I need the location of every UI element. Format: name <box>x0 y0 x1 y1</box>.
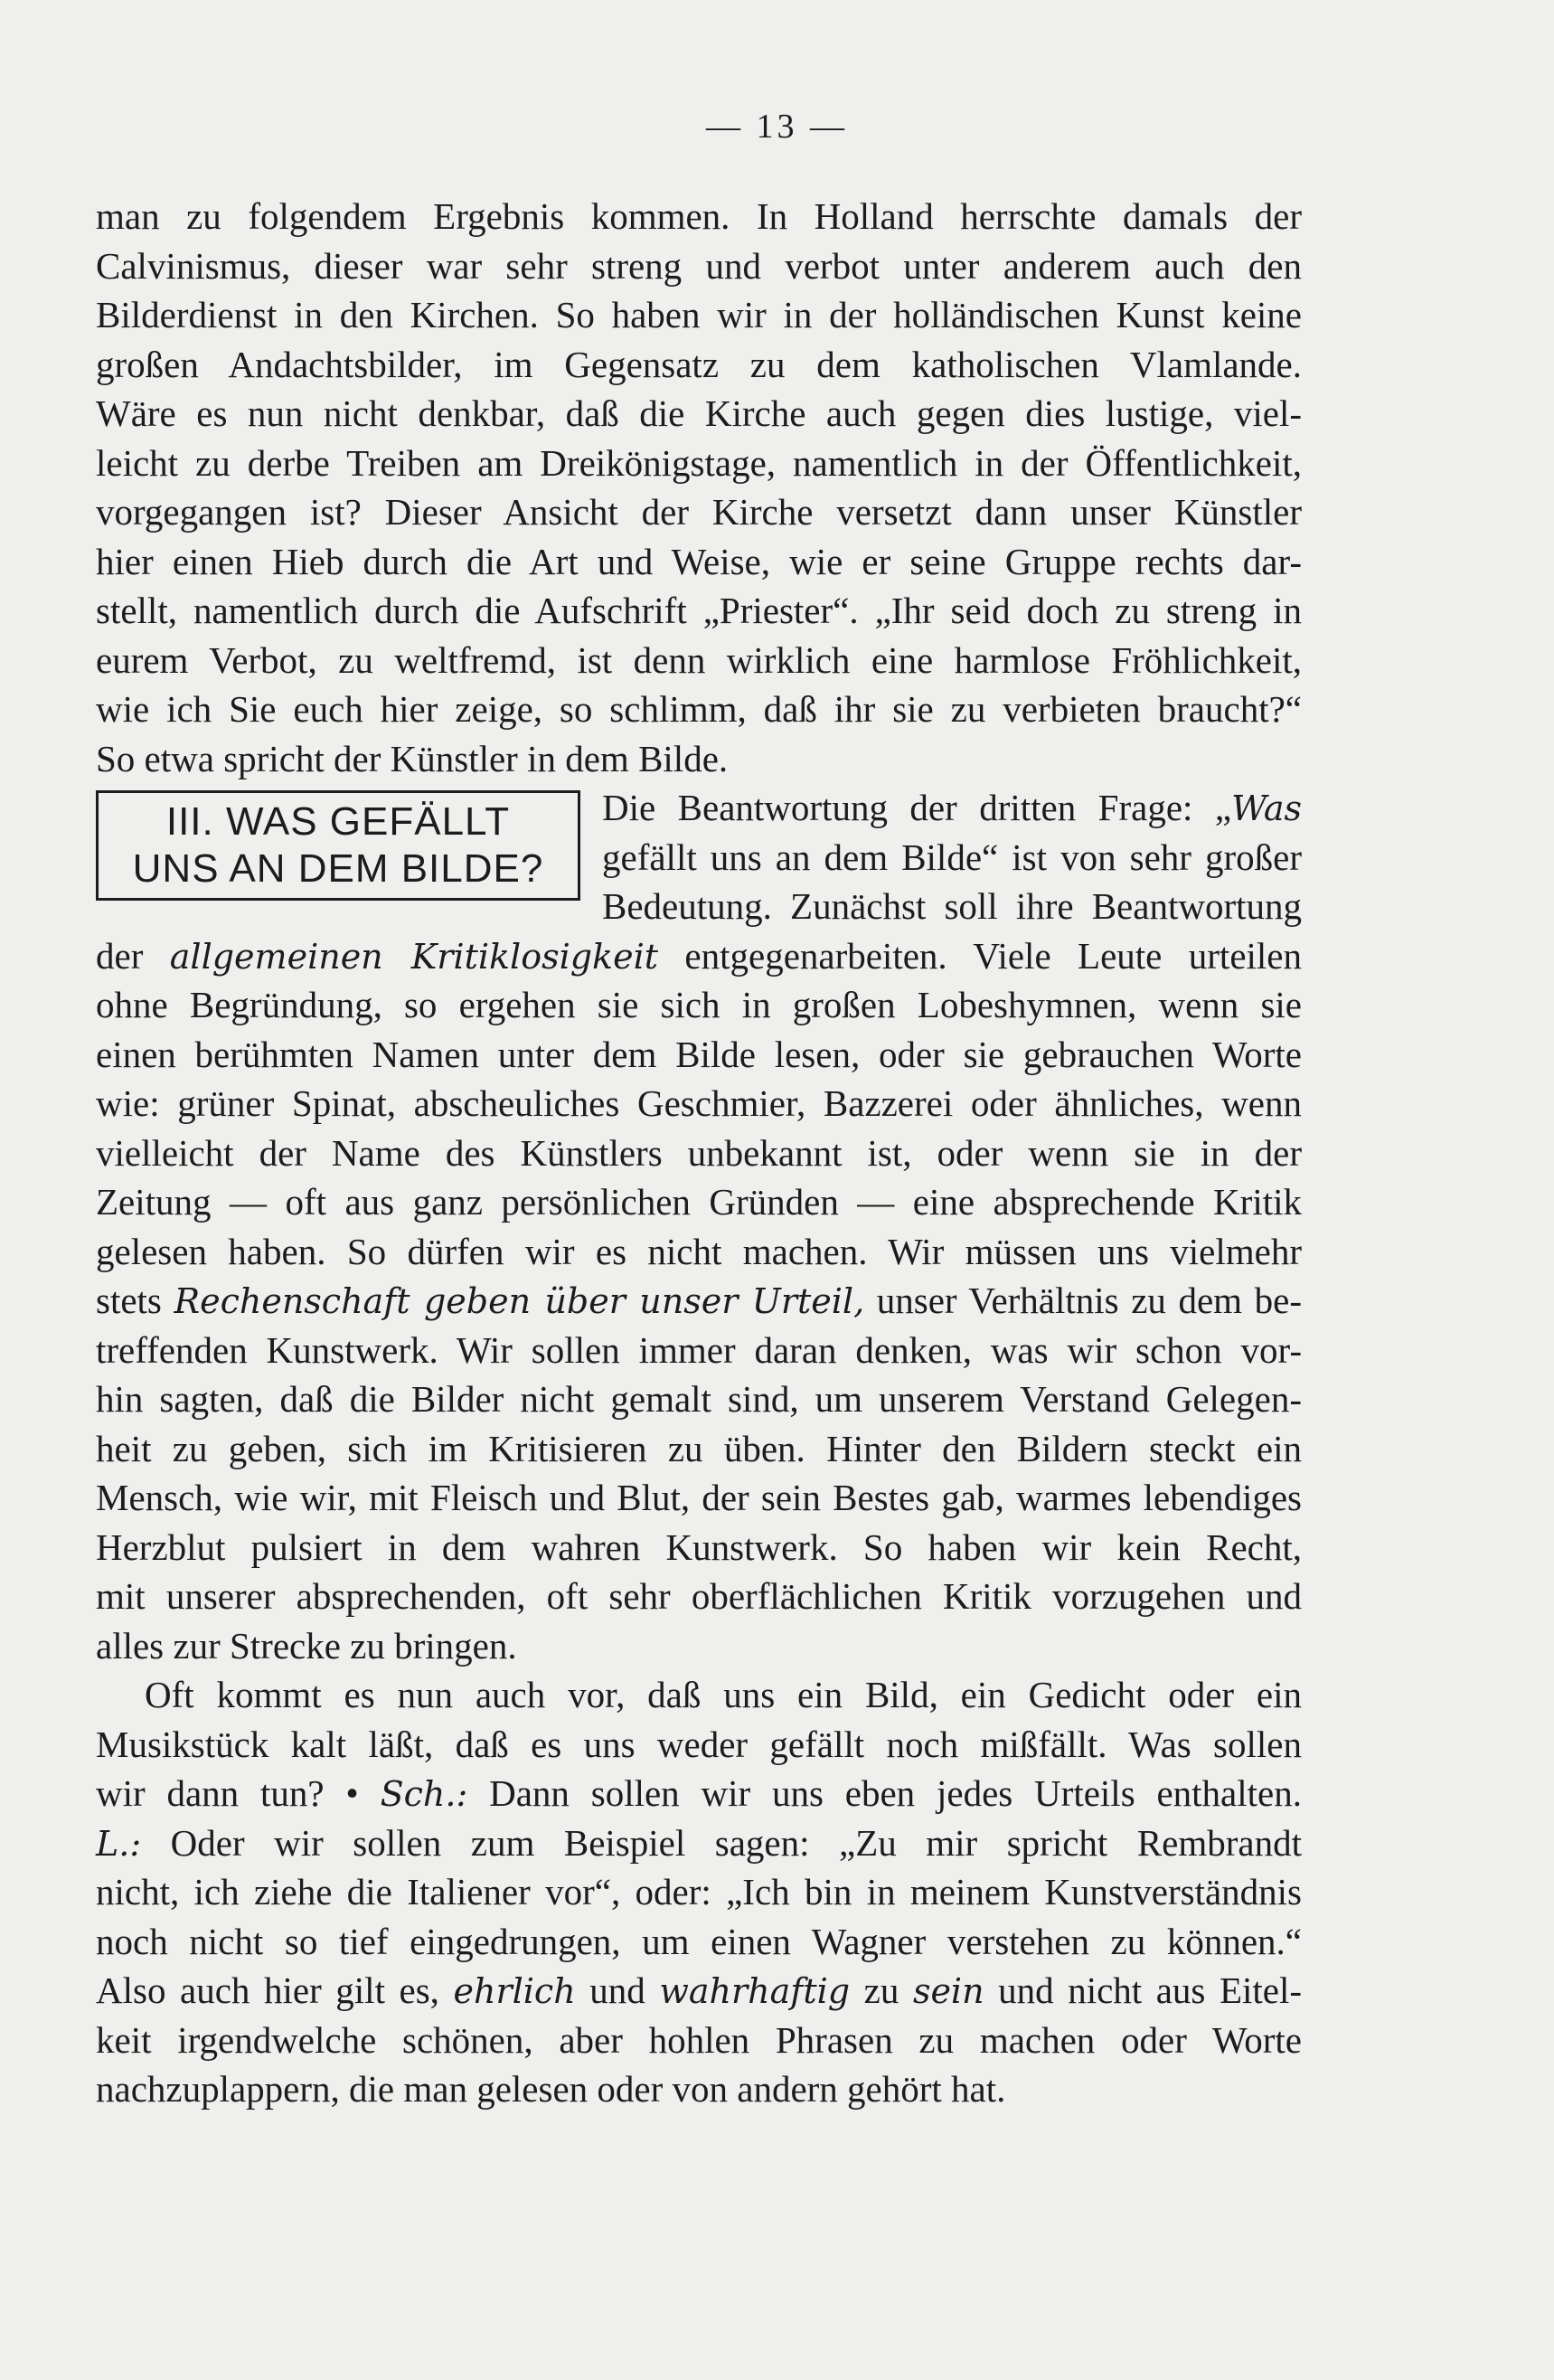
text-line: nachzuplappern, die man gelesen oder von andern gehört hat. <box>96 2068 1006 2110</box>
text-line <box>96 1276 1302 1326</box>
text-run: und <box>575 1969 660 2011</box>
text-line: treffenden Kunstwerk. Wir sollen immer daran denken, was wir schon vor- <box>96 1328 1302 1371</box>
text-line: großen Andachtsbilder, im Gegensatz zu dem katholischen Vlamlande. <box>96 343 1302 385</box>
text-line: gelesen haben. So dürfen wir es nicht machen. Wir müssen uns vielmehr <box>96 1230 1302 1272</box>
beside-heading-text <box>602 783 1302 931</box>
text-run: wir dann tun? • <box>96 1772 381 1814</box>
text-line: alles zur Strecke zu bringen. <box>96 1624 517 1667</box>
text-column <box>96 192 1302 2114</box>
text-line: keit irgendwelche schönen, aber hohlen Phrasen zu machen oder Worte <box>96 2018 1302 2061</box>
text-run: Oder wir sollen zum Beispiel sagen: „Zu mir spricht Rembrandt <box>141 1821 1302 1864</box>
section-heading-line-1: III. WAS GEFÄLLT <box>165 799 511 844</box>
page-number: — 13 — <box>706 108 848 146</box>
italic-run: wahrhaftig <box>659 1971 851 2011</box>
italic-run: L.: <box>96 1823 142 1864</box>
text-line <box>96 1966 1302 2016</box>
text-line: So etwa spricht der Künstler in dem Bilde. <box>96 737 729 779</box>
text-line: mit unserer absprechenden, oft sehr oberflächlichen Kritik vorzugehen und <box>96 1575 1302 1617</box>
text-line: Herzblut pulsiert in dem wahren Kunstwerk. So haben wir kein Recht, <box>96 1525 1302 1568</box>
text-line: stellt, namentlich durch die Aufschrift „Priester“. „Ihr seid doch zu streng in <box>96 590 1302 631</box>
text-line: hin sagten, daß die Bilder nicht gemalt sind, um unserem Verstand Gelegen- <box>96 1378 1302 1420</box>
text-line: Calvinismus, dieser war sehr streng und verbot unter anderem auch den <box>96 244 1302 287</box>
text-line <box>96 1769 1302 1818</box>
paragraph-intro <box>96 192 1302 783</box>
paragraph-indifference <box>96 1670 1302 2114</box>
italic-run: Sch.: <box>380 1774 468 1814</box>
italic-run: Was <box>1231 789 1302 828</box>
text-run: stets <box>96 1280 174 1321</box>
text-run: unser Verhältnis zu dem be- <box>864 1280 1302 1321</box>
text-line: einen berühmten Namen unter dem Bilde lesen, oder sie gebrauchen Worte <box>96 1033 1302 1075</box>
italic-run: allgemeinen Kritiklosigkeit <box>169 936 658 977</box>
section-heading-line-2: UNS AN DEM BILDE? <box>132 846 544 891</box>
italic-run: sein <box>912 1971 984 2011</box>
text-line: wie ich Sie euch hier zeige, so schlimm, daß ihr sie zu verbieten braucht?“ <box>96 688 1302 730</box>
text-line <box>602 783 1302 833</box>
section-heading-row <box>96 783 1302 931</box>
text-line <box>96 1818 1302 1868</box>
text-line: Oft kommt es nun auch vor, daß uns ein Bild, ein Gedicht oder ein <box>145 1674 1302 1715</box>
italic-run: Rechenschaft geben über unser Urteil, <box>174 1281 865 1321</box>
text-line <box>96 931 1302 981</box>
text-run: entgegenarbeiten. Viele Leute urteilen <box>658 934 1303 977</box>
text-run: und nicht aus Eitel- <box>984 1969 1303 2011</box>
text-run: Dann sollen wir uns eben jedes Urteils enthalten. <box>467 1772 1302 1814</box>
italic-run: ehrlich <box>453 1971 576 2011</box>
text-line: Musikstück kalt läßt, daß es uns weder gefällt noch mißfällt. Was sollen <box>96 1723 1302 1765</box>
text-line: Wäre es nun nicht denkbar, daß die Kirche auch gegen dies lustige, viel- <box>96 392 1302 434</box>
text-line: Bilderdienst in den Kirchen. So haben wir in der holländischen Kunst keine <box>96 294 1302 335</box>
text-line: hier einen Hieb durch die Art und Weise, wie er seine Gruppe rechts dar- <box>96 540 1302 582</box>
section-heading-box <box>96 790 580 901</box>
text-line: ohne Begründung, so ergehen sie sich in großen Lobeshymnen, wenn sie <box>96 984 1302 1025</box>
text-line: leicht zu derbe Treiben am Dreikönigstage, namentlich in der Öffentlichkeit, <box>96 441 1302 484</box>
text-line: vorgegangen ist? Dieser Ansicht der Kirche versetzt dann unser Künstler <box>96 491 1302 533</box>
text-run: Also auch hier gilt es, <box>96 1969 454 2011</box>
text-line: Bedeutung. Zunächst soll ihre Beantwortung <box>602 885 1302 927</box>
text-run: Die Beantwortung der dritten Frage: „ <box>602 787 1232 828</box>
text-line: man zu folgendem Ergebnis kommen. In Holland herrschte damals der <box>96 195 1302 237</box>
text-line: eurem Verbot, zu weltfremd, ist denn wirklich eine harmlose Fröhlichkeit, <box>96 638 1302 681</box>
text-line: gefällt uns an dem Bilde“ ist von sehr großer <box>602 836 1302 878</box>
text-line: noch nicht so tief eingedrungen, um einen Wagner verstehen zu können.“ <box>96 1920 1302 1962</box>
text-line: Zeitung — oft aus ganz persönlichen Gründen — eine absprechende Kritik <box>96 1181 1302 1223</box>
text-line: Mensch, wie wir, mit Fleisch und Blut, der sein Bestes gab, warmes lebendiges <box>96 1477 1302 1518</box>
text-line: vielleicht der Name des Künstlers unbekannt ist, oder wenn sie in der <box>96 1131 1302 1174</box>
paragraph-criticism <box>96 931 1302 1671</box>
text-line: heit zu geben, sich im Kritisieren zu üben. Hinter den Bildern steckt ein <box>96 1427 1302 1469</box>
text-line: wie: grüner Spinat, abscheuliches Geschmier, Bazzerei oder ähnliches, wenn <box>96 1082 1302 1124</box>
text-run: zu <box>850 1969 913 2011</box>
text-run: der <box>96 934 170 977</box>
text-line: nicht, ich ziehe die Italiener vor“, oder: „Ich bin in meinem Kunstverständnis <box>96 1871 1302 1912</box>
